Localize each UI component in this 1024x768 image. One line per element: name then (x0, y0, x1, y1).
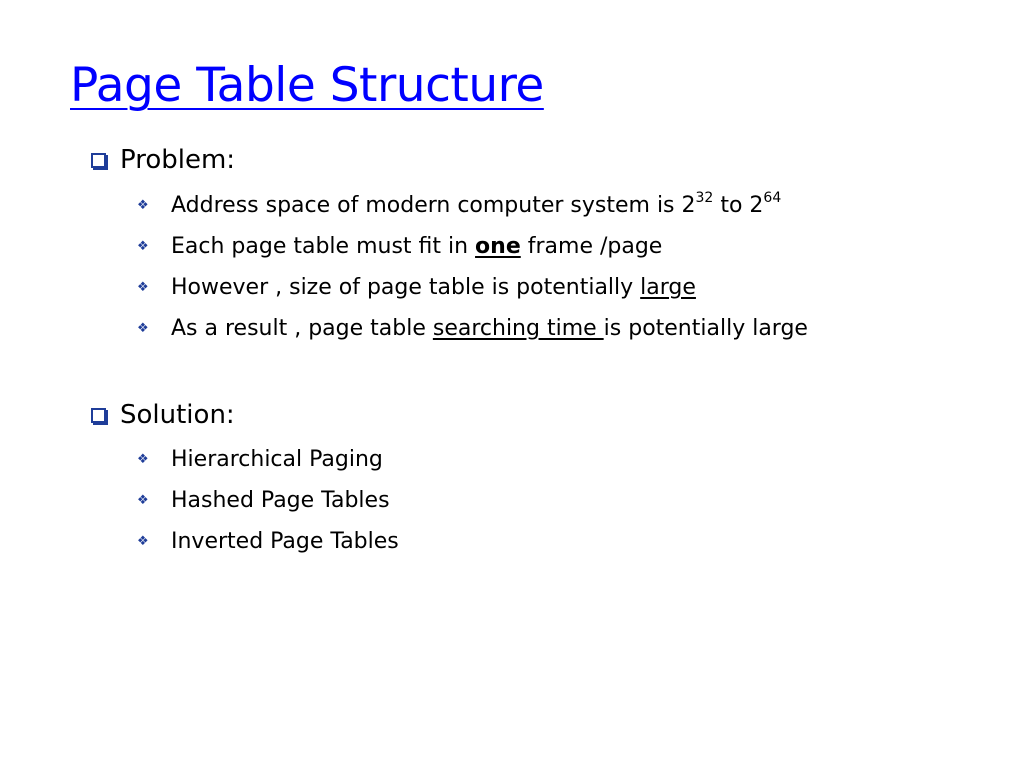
hollow-square-bullet-icon (91, 153, 106, 168)
solution-item-inverted (137, 529, 399, 554)
problem-item-searching-time (137, 316, 808, 341)
emphasis-one: one (475, 234, 521, 259)
item-text (171, 234, 662, 259)
slide-title: Page Table Structure (70, 58, 544, 113)
item-text: Hierarchical Paging (171, 447, 383, 472)
four-diamond-bullet-icon: ❖ (137, 452, 149, 467)
item-text-post: is potentially large (603, 316, 808, 341)
emphasis-searching-time: searching time (432, 316, 604, 341)
four-diamond-bullet-icon: ❖ (137, 198, 149, 213)
four-diamond-bullet-icon: ❖ (137, 239, 149, 254)
item-text (171, 316, 808, 341)
item-text-pre: As a result , page table (171, 316, 433, 341)
problem-item-size-large (137, 275, 696, 300)
item-text-pre: However , size of page table is potentially (171, 275, 641, 300)
item-text: Inverted Page Tables (171, 529, 399, 554)
problem-item-address-space (137, 190, 782, 218)
item-text-pre: Address space of modern computer system is 2 (171, 193, 696, 218)
four-diamond-bullet-icon: ❖ (137, 321, 149, 336)
item-text-pre: Each page table must fit in (171, 234, 476, 259)
item-text-mid: to 2 (713, 193, 764, 218)
problem-heading: Problem: (120, 145, 236, 175)
hollow-square-bullet-icon (91, 408, 106, 423)
four-diamond-bullet-icon: ❖ (137, 493, 149, 508)
four-diamond-bullet-icon: ❖ (137, 280, 149, 295)
emphasis-large: large (640, 275, 696, 300)
item-text (171, 190, 782, 218)
solution-item-hierarchical (137, 447, 383, 472)
bullet-problem (91, 145, 235, 175)
four-diamond-bullet-icon: ❖ (137, 534, 149, 549)
exponent-32: 32 (695, 190, 714, 206)
solution-heading: Solution: (120, 400, 235, 430)
item-text-post: frame /page (520, 234, 663, 259)
problem-item-fit-one-frame (137, 234, 662, 259)
bullet-solution (91, 400, 235, 430)
item-text (171, 275, 696, 300)
item-text: Hashed Page Tables (171, 488, 390, 513)
solution-item-hashed (137, 488, 390, 513)
exponent-64: 64 (763, 190, 782, 206)
